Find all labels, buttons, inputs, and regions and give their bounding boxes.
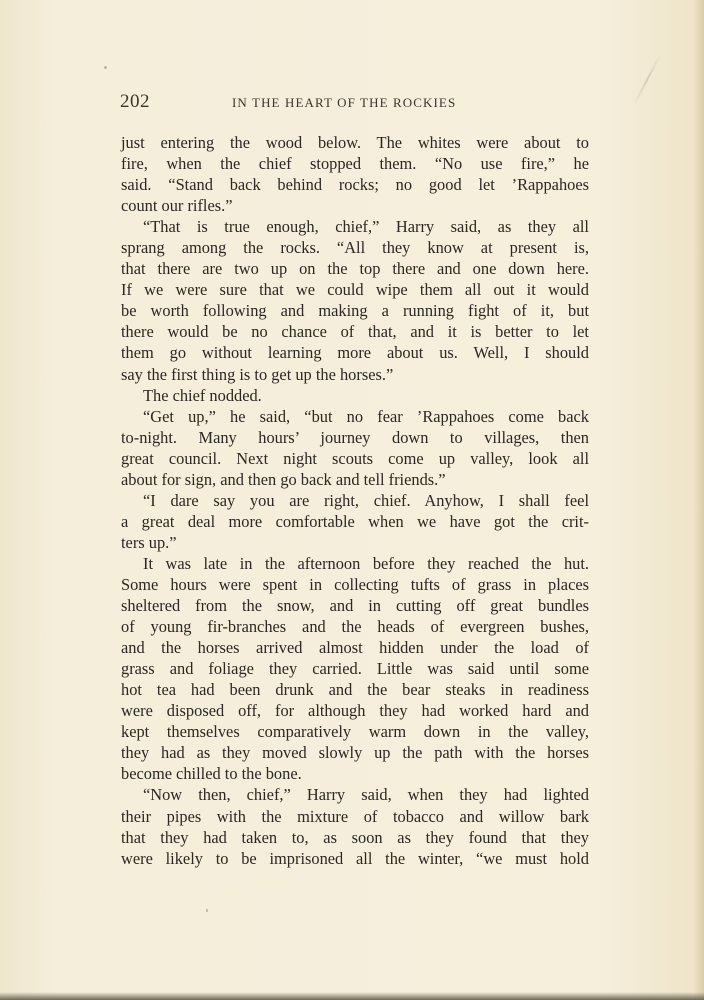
text-line: hot tea had been drunk and the bear steaks in readiness [121,680,589,700]
text-line: kept themselves comparatively warm down in the valley, [121,722,589,742]
page-crease [632,53,662,107]
text-line: “Now then, chief,” Harry said, when they had lighted [143,785,589,805]
text-line: “I dare say you are right, chief. Anyhow, I shall feel [143,490,589,510]
text-line: count our rifles.” [121,196,233,216]
text-line: them go without learning more about us. Well, I should [121,343,589,363]
text-line: that there are two up on the top there and one down here. [121,259,589,279]
text-line: great council. Next night scouts come up valley, look all [121,448,589,468]
page-edge-right [694,0,704,1000]
text-line: The chief nodded. [143,385,262,405]
body-text [121,132,589,869]
text-line: fire, when the chief stopped them. “No use fire,” he [121,154,589,174]
page-number: 202 [120,91,150,112]
text-line: their pipes with the mixture of tobacco and willow bark [121,806,589,826]
running-head: IN THE HEART OF THE ROCKIES [232,95,457,110]
text-line: If we were sure that we could wipe them all out it would [121,280,589,300]
text-line: to-night. Many hours’ journey down to villages, then [121,427,589,447]
paper-speck [206,909,208,912]
text-line: of young fir-branches and the heads of evergreen bushes, [121,617,589,637]
text-line: become chilled to the bone. [121,764,302,784]
paper-speck [104,66,107,69]
text-line: “Get up,” he said, “but no fear ’Rappahoes come back [143,406,589,426]
text-line: they had as they moved slowly up the path with the horses [121,743,589,763]
text-line: be worth following and making a running fight of it, but [121,301,589,321]
text-line: about for sign, and then go back and tell friends.” [121,469,446,489]
text-line: sheltered from the snow, and in cutting off great bundles [121,596,589,616]
text-line: say the first thing is to get up the horses.” [121,364,394,384]
text-line: It was late in the afternoon before they reached the hut. [143,553,589,573]
text-line: grass and foliage they carried. Little was said until some [121,659,589,679]
text-line: said. “Stand back behind rocks; no good let ’Rappahoes [121,175,589,195]
text-line: Some hours were spent in collecting tufts of grass in places [121,574,589,594]
page-edge-bottom [0,992,704,1000]
text-line: were disposed off, for although they had worked hard and [121,701,589,721]
text-line: ters up.” [121,532,177,552]
text-line: and the horses arrived almost hidden under the load of [121,638,589,658]
text-line: sprang among the rocks. “All they know at present is, [121,238,589,258]
text-line: that they had taken to, as soon as they found that they [121,827,589,847]
page-header [120,91,590,113]
text-line: “That is true enough, chief,” Harry said, as they all [143,217,589,237]
text-line: there would be no chance of that, and it is better to let [121,322,589,342]
text-line: just entering the wood below. The whites were about to [121,133,589,152]
text-line: a great deal more comfortable when we have got the crit- [121,511,589,531]
text-line: were likely to be imprisoned all the winter, “we must hold [121,848,589,868]
